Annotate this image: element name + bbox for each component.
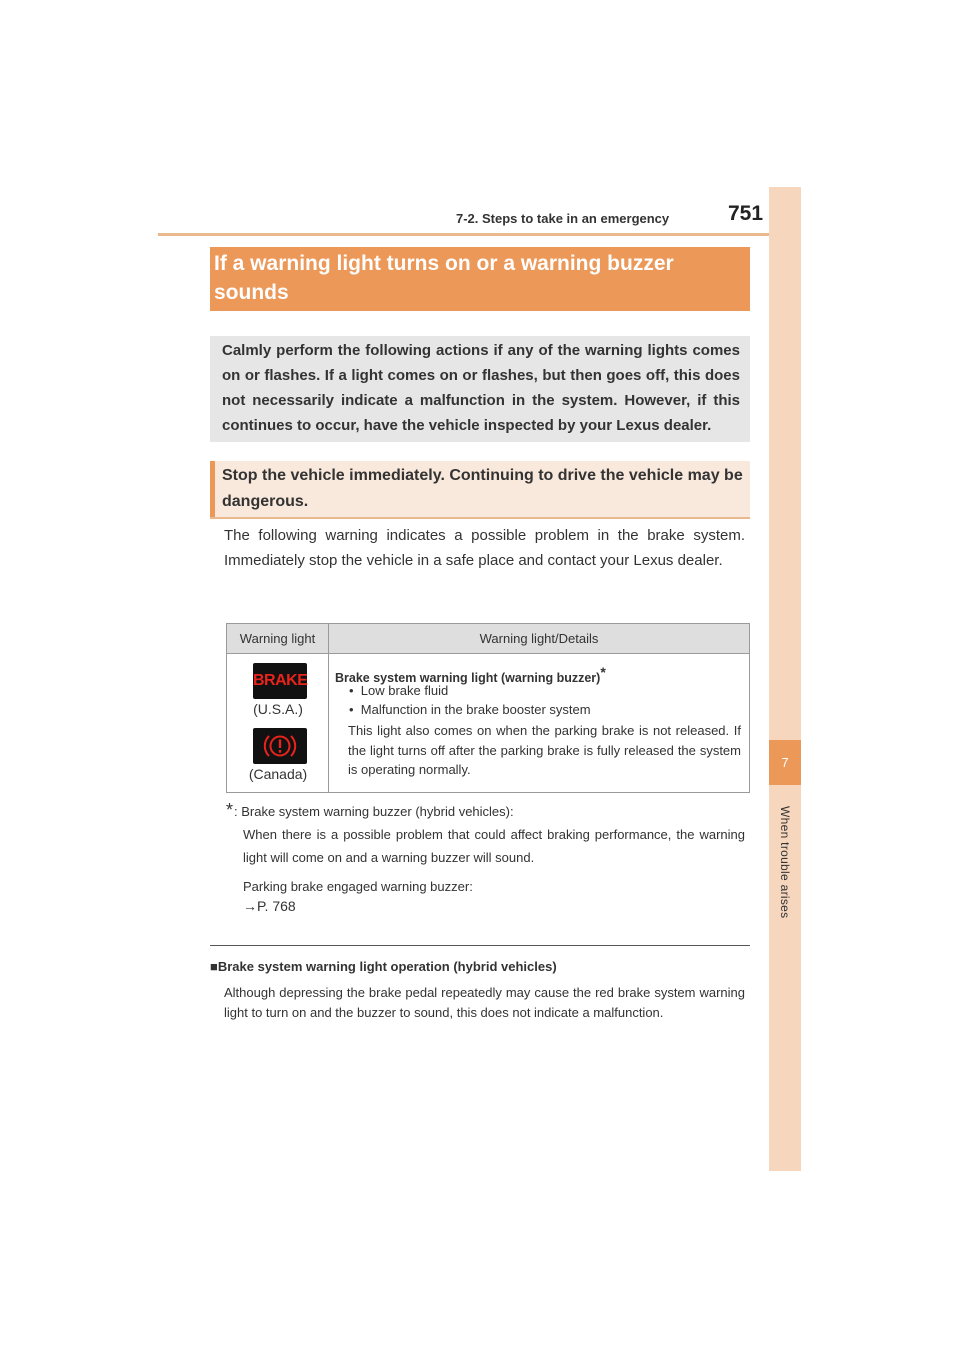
chapter-number-tab[interactable]: 7 bbox=[769, 740, 801, 785]
detail-note: This light also comes on when the parking brake is not released. If the light turns off after the parking brake is fully released the system is operating normally. bbox=[348, 723, 741, 777]
page-title: If a warning light turns on or a warning buzzer sounds bbox=[214, 252, 674, 304]
footnote-star: * bbox=[226, 800, 234, 820]
footnote-paragraph: When there is a possible problem that could affect braking performance, the warning light will come on and a warning buzzer will sound. bbox=[243, 827, 745, 865]
detail-bullet: • Malfunction in the brake booster system bbox=[349, 702, 591, 717]
intro-text: Calmly perform the following actions if any of the warning lights comes on or flashes. If a light comes on or flashes, but then goes off, this does not necessarily indicate a malfunction in the system. However, if this continues to occur, have the vehicle inspected by your Lexus dealer. bbox=[222, 342, 740, 434]
chapter-title: When trouble arises bbox=[778, 806, 792, 919]
sub-heading-rule bbox=[210, 517, 750, 519]
table-header-warning-light: Warning light bbox=[227, 624, 329, 654]
sub-heading: Stop the vehicle immediately. Continuing to drive the vehicle may be dangerous. bbox=[222, 467, 743, 510]
usa-caption: (U.S.A.) bbox=[253, 701, 303, 717]
footnote-paragraph: Parking brake engaged warning buzzer: bbox=[243, 879, 473, 894]
warning-light-table bbox=[226, 623, 750, 793]
side-tab-strip bbox=[769, 187, 801, 1171]
table-header-details: Warning light/Details bbox=[329, 624, 749, 654]
note-text: Although depressing the brake pedal repeatedly may cause the red brake system warning light to turn on and the buzzer to sound, this does not indicate a malfunction. bbox=[224, 985, 745, 1020]
page-number: 751 bbox=[728, 202, 764, 225]
body-paragraph: The following warning indicates a possible problem in the brake system. Immediately stop the vehicle in a safe place and contact your Lexus dealer. bbox=[224, 527, 745, 569]
sub-heading-accent bbox=[210, 461, 215, 518]
note-heading: ■Brake system warning light operation (hybrid vehicles) bbox=[210, 959, 557, 974]
section-label: 7-2. Steps to take in an emergency bbox=[456, 211, 670, 226]
canada-caption: (Canada) bbox=[248, 766, 308, 782]
detail-title: Brake system warning light (warning buzzer)* bbox=[335, 664, 606, 686]
brake-warning-icon: BRAKE bbox=[253, 663, 307, 699]
section-divider bbox=[210, 945, 750, 946]
header-rule bbox=[158, 233, 800, 236]
detail-bullet: • Low brake fluid bbox=[349, 683, 449, 698]
page-reference-link[interactable]: →P. 768 bbox=[243, 898, 296, 914]
brake-circle-exclamation-icon bbox=[253, 728, 307, 764]
footnote-heading: : Brake system warning buzzer (hybrid vehicles): bbox=[234, 804, 514, 819]
detail-title-star: * bbox=[600, 664, 606, 680]
